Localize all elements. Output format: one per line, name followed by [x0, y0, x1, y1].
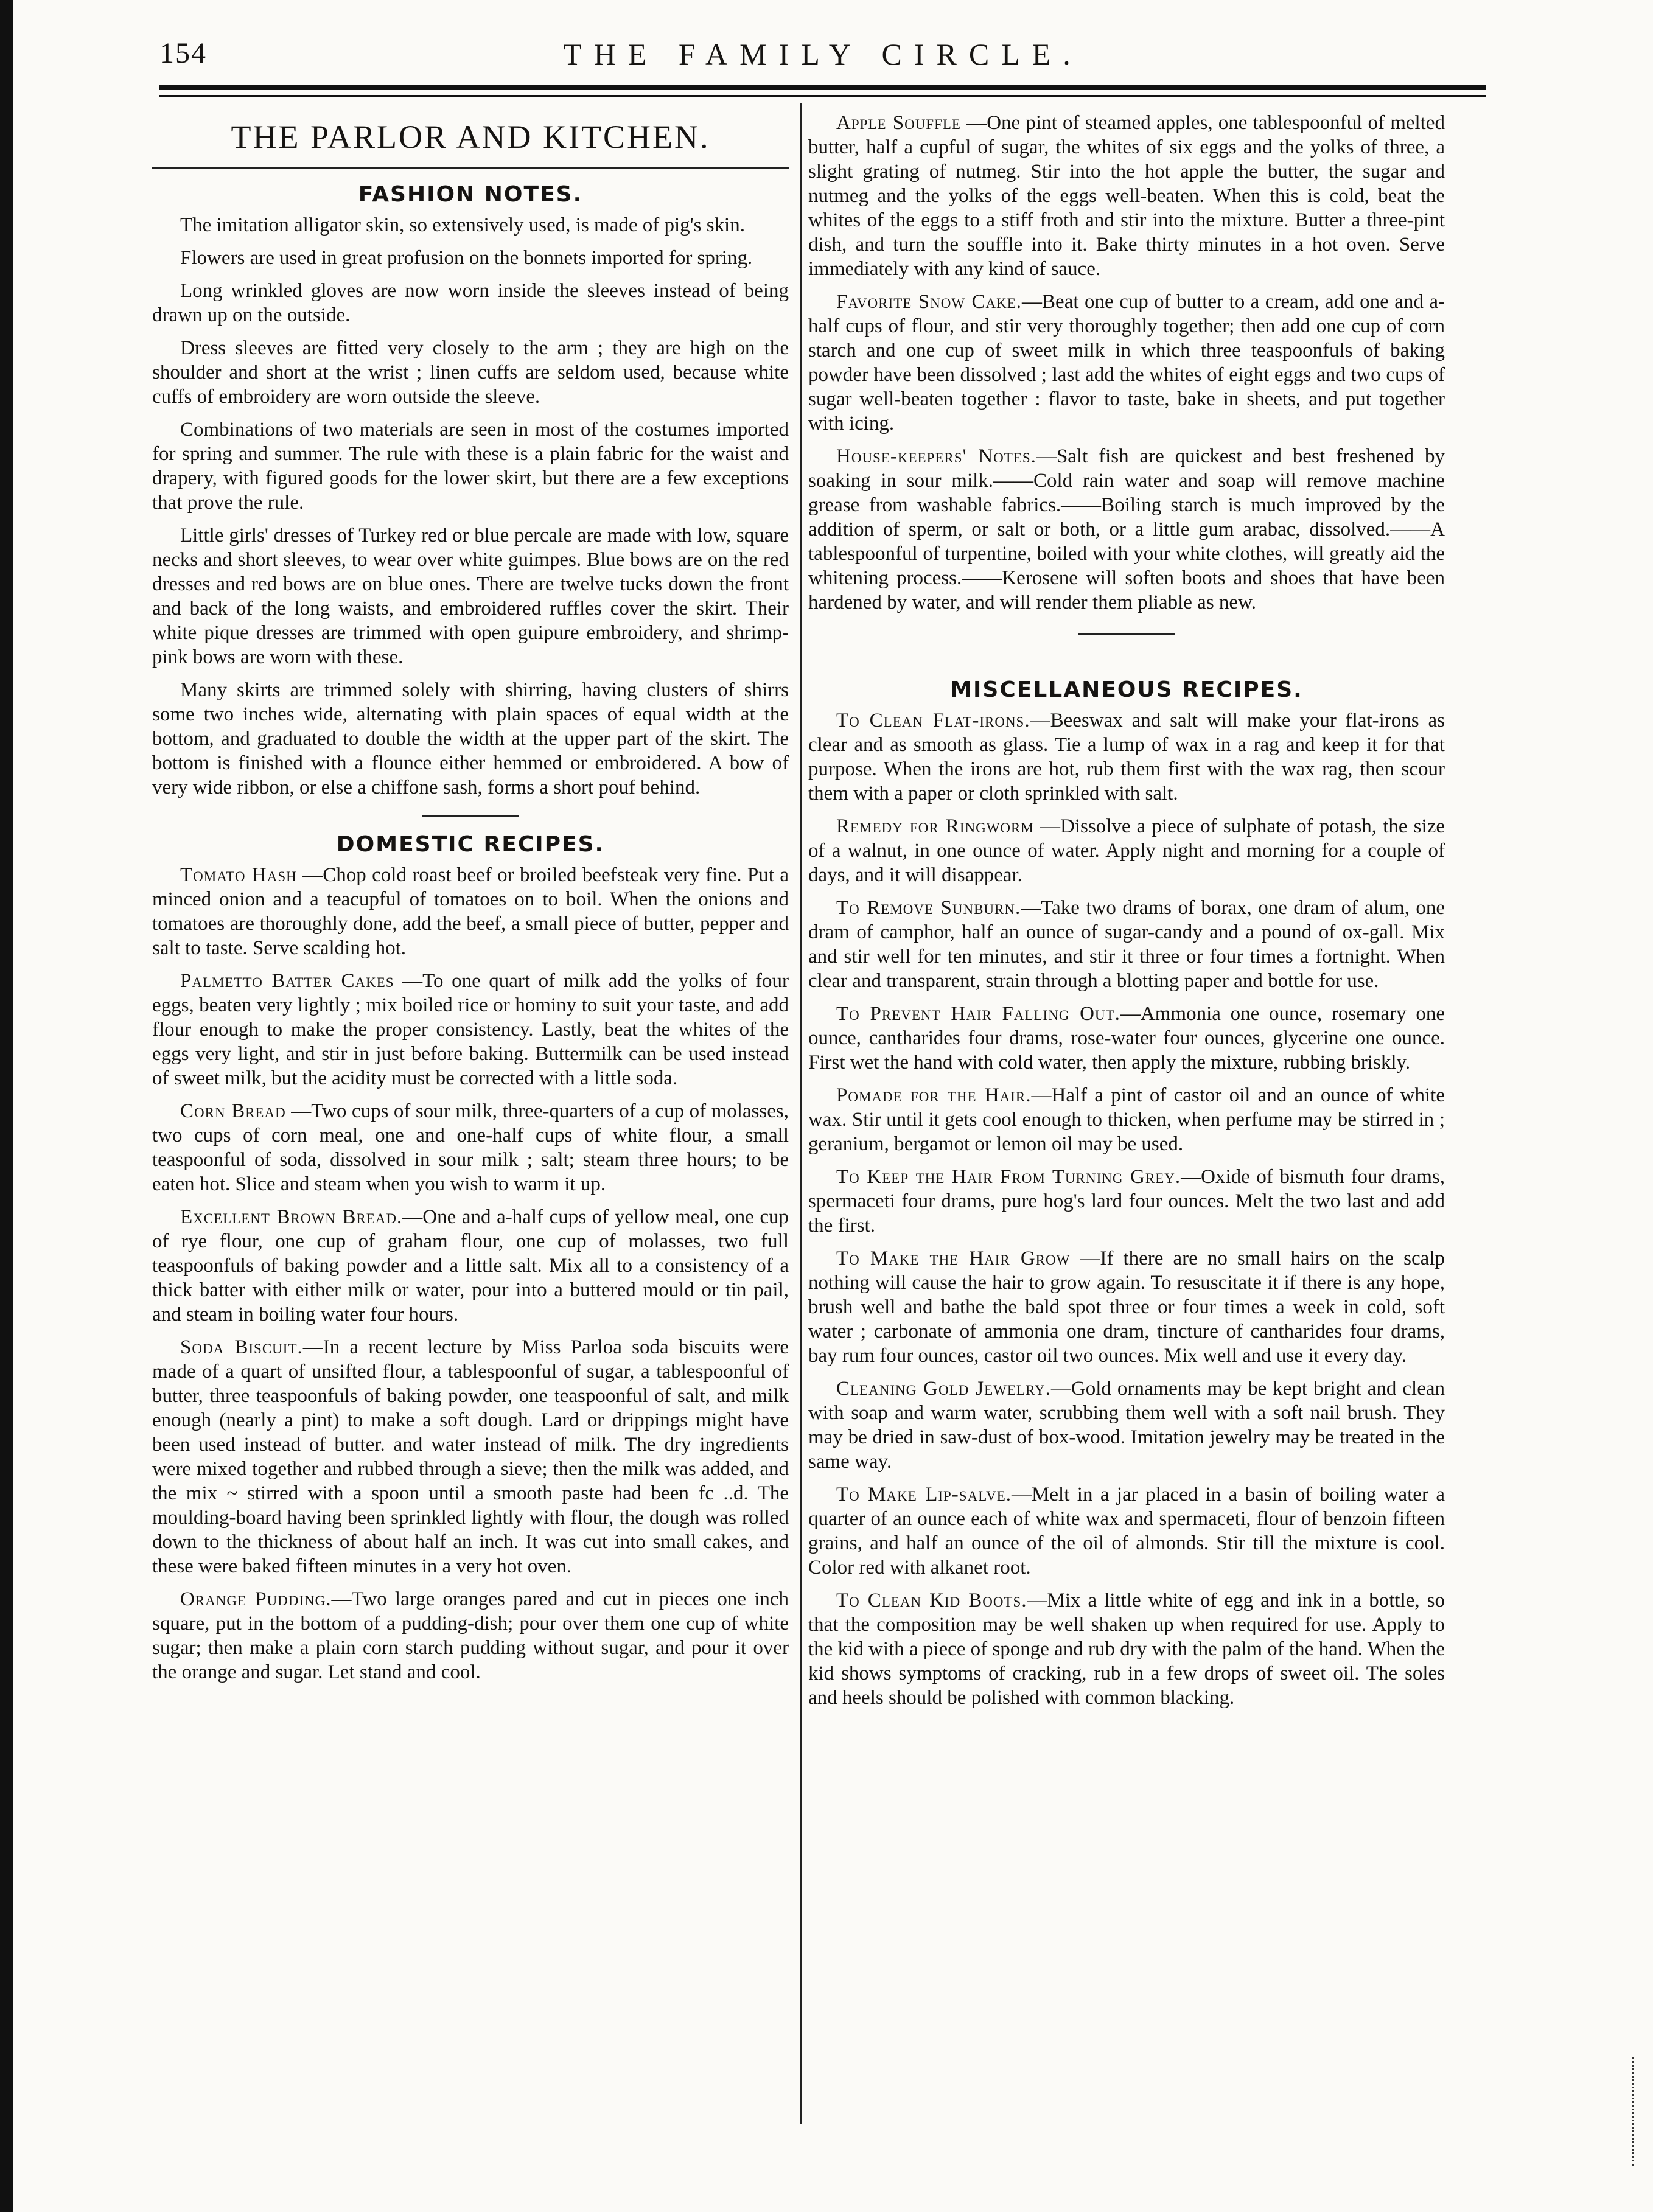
recipe-paragraph [152, 1587, 789, 1684]
fashion-notes-heading: FASHION NOTES. [358, 182, 583, 207]
recipe-paragraph [808, 1246, 1445, 1368]
recipe-body: —If there are no small hairs on the scalp nothing will cause the hair to grow again. To resuscitate it if there is any hope, brush well and bathe the bald spot three or four times a week in cold, soft water ; carbonate of ammonia one dram, tincture of cantharides four drams, bay rum four ounces, castor oil two ounces. Mix well and use it every day. [808, 1247, 1445, 1367]
section-divider [1078, 633, 1175, 635]
recipe-title: To Make Lip-salve. [836, 1484, 1012, 1505]
recipe-body: —Beeswax and salt will make your flat-irons as clear and as smooth as glass. Tie a lump of wax in a rag and keep it for that purpose. When the irons are hot, rub them first with the wax rag, then scour them with a paper or cloth sprinkled with salt. [808, 710, 1445, 804]
recipe-title: House-keepers' Notes. [836, 445, 1036, 467]
page-header [159, 37, 1486, 75]
recipe-paragraph [808, 1482, 1445, 1580]
recipe-title: Cleaning Gold Jewelry. [836, 1378, 1051, 1400]
fashion-paragraph: Combinations of two materials are seen in most of the costumes imported for spring and summer. The rule with these is a plain fabric for the waist and drapery, with figured goods for the lower skirt, but there are a few exceptions that prove the rule. [152, 419, 789, 514]
recipe-title: Remedy for Ringworm [836, 815, 1034, 837]
recipe-title: To Make the Hair Grow [836, 1247, 1071, 1269]
recipe-paragraph [808, 290, 1445, 436]
recipe-paragraph [152, 1099, 789, 1196]
recipe-body: —In a recent lecture by Miss Parloa soda biscuits were made of a quart of unsifted flour, a tablespoonful of sugar, a tablespoonful of butter, three teaspoonfuls of baking powder, one teaspoonful of salt, and milk enough (nearly a pint) to make a soft dough. Lard or drippings might have been used instead of butter. and water instead of milk. The dry ingredients were mixed together and rubbed through a sieve; then the milk was added, and the mix ~ stirred with a spoon until a smooth paste had been fc ..d. The moulding-board having been sprinkled lightly with flour, the dough was rolled down to the thickness of about half an inch. It was cut into small cakes, and these were baked fifteen minutes in a very hot oven. [152, 1336, 789, 1577]
fashion-paragraph: The imitation alligator skin, so extensively used, is made of pig's skin. [180, 214, 745, 236]
recipe-paragraph [152, 969, 789, 1090]
recipe-body: —Ammonia one ounce, rosemary one ounce, cantharides four drams, rose-water four ounces, glycerine one ounce. First wet the hand with cold water, then apply the mixture, rubbing briskly. [808, 1003, 1445, 1073]
recipe-title: To Clean Flat-irons. [836, 710, 1030, 731]
recipe-paragraph [808, 444, 1445, 615]
recipe-title: To Remove Sunburn. [836, 897, 1021, 919]
recipe-body: —Take two drams of borax, one dram of alum, one dram of camphor, half an ounce of sugar-candy and a pound of ox-gall. Mix and stir well for ten minutes, and stir it three or four times a fortnight. When clear and transparent, strain through a blotting paper and bottle for use. [808, 897, 1445, 992]
header-rule-thick [159, 85, 1486, 90]
recipe-title: Soda Biscuit. [180, 1336, 303, 1358]
header-rule-thin [159, 95, 1486, 97]
scan-specks [1632, 2057, 1637, 2166]
recipe-body: —Oxide of bismuth four drams, spermaceti four drams, pure hog's lard four ounces. Melt the two last and add the first. [808, 1166, 1445, 1237]
recipe-paragraph [808, 814, 1445, 887]
recipe-paragraph [152, 1205, 789, 1327]
recipe-title: Orange Pudding. [180, 1588, 332, 1610]
recipe-paragraph [808, 1083, 1445, 1156]
recipe-title: To Prevent Hair Falling Out. [836, 1003, 1120, 1025]
recipe-body: —Chop cold roast beef or broiled beefsteak very fine. Put a minced onion and a teacupful of tomatoes on to boil. When the onions and tomatoes are thoroughly done, add the beef, a small piece of butter, pepper and salt to taste. Serve scalding hot. [152, 864, 789, 959]
recipe-paragraph [808, 1165, 1445, 1238]
running-title: THE FAMILY CIRCLE. [563, 37, 1083, 71]
recipe-body: —One and a-half cups of yellow meal, one cup of rye flour, one cup of graham flour, one cup of molasses, two full teaspoonfuls of baking powder and a little salt. Mix all to a consistency of a thick batter with either milk or water, pour into a buttered mould or tin pail, and steam in boiling water four hours. [152, 1206, 789, 1325]
fashion-paragraph: Little girls' dresses of Turkey red or blue percale are made with low, square necks and short sleeves, to wear over white guimpes. Blue bows are on the red dresses and red bows are on blue ones. There are twelve tucks down the front and back of the long waists, and embroidered ruffles cover the skirt. Their white pique dresses are trimmed with open guipure embroidery, and shrimp-pink bows are worn with these. [152, 525, 789, 668]
recipe-body: —One pint of steamed apples, one tablespoonful of melted butter, half a cupful of sugar, the whites of six eggs and the yolks of three, a slight grating of nutmeg. Stir into the hot apple the butter, the sugar and nutmeg and the yolks of the eggs well-beaten. When this is cold, beat the whites of the eggs to a stiff froth and stir into the mixture. Butter a three-pint dish, and turn the souffle into it. Bake thirty minutes in a hot oven. Serve immediately with any kind of sauce. [808, 112, 1445, 280]
right-column [808, 111, 1445, 2137]
miscellaneous-recipes-heading: MISCELLANEOUS RECIPES. [950, 677, 1303, 702]
fashion-paragraph: Many skirts are trimmed solely with shirring, having clusters of shirrs some two inches wide, alternating with plain spaces of equal width at the bottom, and graduated to double the width at the upper part of the skirt. The bottom is finished with a flounce either hemmed or embroidered. A bow of very wide ribbon, or else a chiffone sash, forms a short pouf behind. [152, 679, 789, 798]
recipe-title: Corn Bread [180, 1100, 286, 1122]
fashion-paragraph: Dress sleeves are fitted very closely to the arm ; they are high on the shoulder and short at the wrist ; linen cuffs are seldom used, because white cuffs of embroidery are worn outside the sleeve. [152, 337, 789, 408]
recipe-body: —Melt in a jar placed in a basin of boiling water a quarter of an ounce each of white wax and spermaceti, flour of benzoin fifteen grains, and half an ounce of the oil of almonds. Stir till the mixture is cool. Color red with alkanet root. [808, 1484, 1445, 1579]
recipe-title: To Keep the Hair From Turning Grey. [836, 1166, 1181, 1188]
recipe-paragraph [152, 863, 789, 960]
recipe-title: Favorite Snow Cake. [836, 291, 1022, 313]
recipe-title: Tomato Hash [180, 864, 297, 886]
binding-edge [0, 0, 13, 2212]
recipe-body: —Salt fish are quickest and best freshened by soaking in sour milk.——Cold rain water and soap will remove machine grease from washable fabrics.——Boiling starch is much improved by the addition of sperm, or salt or both, or a little gum arabac, dissolved.——A tablespoonful of turpentine, boiled with your white clothes, will greatly aid the whitening process.——Kerosene will soften boots and shoes that have been hardened by water, and will render them pliable as new. [808, 445, 1445, 613]
recipe-paragraph [808, 111, 1445, 281]
recipe-body: —Half a pint of castor oil and an ounce of white wax. Stir until it gets cool enough to thicken, when perfume may be stirred in ; geranium, bergamot or lemon oil may be used. [808, 1084, 1445, 1155]
recipe-title: Apple Souffle [836, 112, 961, 134]
left-column [152, 111, 789, 2137]
recipe-body: —Gold ornaments may be kept bright and clean with soap and warm water, scrubbing them well with a soft nail brush. They may be dried in saw-dust of box-wood. Imitation jewelry may be treated in the same way. [808, 1378, 1445, 1473]
recipe-title: Excellent Brown Bread. [180, 1206, 403, 1228]
domestic-recipes-heading: DOMESTIC RECIPES. [336, 832, 605, 857]
column-title: THE PARLOR AND KITCHEN. [231, 119, 710, 155]
title-rule [152, 167, 789, 169]
column-divider [800, 103, 802, 2124]
recipe-paragraph [808, 708, 1445, 806]
recipe-paragraph [808, 896, 1445, 993]
recipe-title: To Clean Kid Boots. [836, 1589, 1027, 1611]
recipe-body: —Beat one cup of butter to a cream, add one and a-half cups of flour, and stir very thoroughly together; then add one cup of corn starch and one cup of sweet milk in which three teaspoonfuls of baking powder have been dissolved ; last add the whites of eight eggs and two cups of sugar well-beaten together : flavor to taste, bake in sheets, and put together with icing. [808, 291, 1445, 434]
recipe-paragraph [152, 1335, 789, 1579]
recipe-paragraph [808, 1002, 1445, 1075]
recipe-body: —Two cups of sour milk, three-quarters of a cup of molasses, two cups of corn meal, one and one-half cups of white flour, a small teaspoonful of soda, dissolved in sour milk ; salt; steam three hours; to be eaten hot. Slice and steam when you wish to warm it up. [152, 1100, 789, 1195]
recipe-body: —To one quart of milk add the yolks of four eggs, beaten very lightly ; mix boiled rice or hominy to suit your taste, and add flour enough to make the proper consistency. Lastly, beat the whites of the eggs very light, and stir in just before baking. Buttermilk can be used instead of sweet milk, but the acidity must be corrected with a little soda. [152, 970, 789, 1089]
recipe-body: —Dissolve a piece of sulphate of potash, the size of a walnut, in one ounce of water. Apply night and morning for a couple of days, and it will disappear. [808, 815, 1445, 886]
page-number: 154 [159, 37, 207, 69]
recipe-paragraph [808, 1588, 1445, 1710]
recipe-title: Pomade for the Hair. [836, 1084, 1032, 1106]
fashion-paragraph: Long wrinkled gloves are now worn inside the sleeves instead of being drawn up on the outside. [152, 280, 789, 326]
recipe-title: Palmetto Batter Cakes [180, 970, 394, 992]
section-divider [422, 815, 519, 817]
recipe-paragraph [808, 1376, 1445, 1474]
recipe-body: —Two large oranges pared and cut in pieces one inch square, put in the bottom of a pudding-dish; pour over them one cup of white sugar; then make a plain corn starch pudding without sugar, and pour it over the orange and sugar. Let stand and cool. [152, 1588, 789, 1683]
fashion-paragraph: Flowers are used in great profusion on the bonnets imported for spring. [180, 247, 753, 269]
recipe-body: —Mix a little white of egg and ink in a bottle, so that the composition may be well shaken up when required for use. Apply to the kid with a piece of sponge and rub dry with the palm of the hand. When the kid shows symptoms of cracking, rub in a few drops of sweet oil. The soles and heels should be polished with common blacking. [808, 1589, 1445, 1709]
